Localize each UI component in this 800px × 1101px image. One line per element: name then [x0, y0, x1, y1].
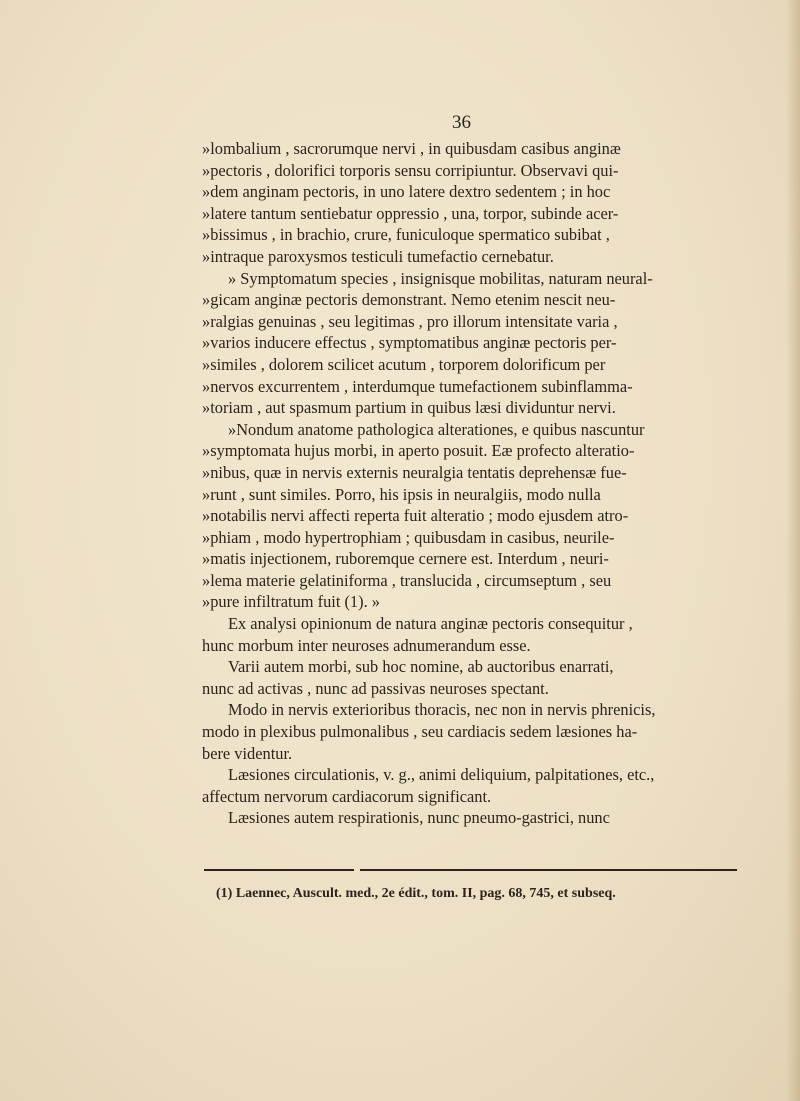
- text-line: Ex analysi opinionum de natura anginæ pectoris consequitur ,: [228, 614, 633, 634]
- text-line: »symptomata hujus morbi, in aperto posuit. Eæ profecto alteratio-: [202, 441, 635, 461]
- text-line: nunc ad activas , nunc ad passivas neuroses spectant.: [202, 678, 549, 698]
- text-line: »varios inducere effectus , symptomatibus anginæ pectoris per-: [202, 333, 617, 353]
- text-line: »matis injectionem, ruboremque cernere est. Interdum , neuri-: [202, 549, 609, 569]
- text-line: »dem anginam pectoris, in uno latere dextro sedentem ; in hoc: [202, 182, 611, 202]
- text-line: Varii autem morbi, sub hoc nomine, ab auctoribus enarrati,: [228, 657, 614, 677]
- text-line: »Nondum anatome pathologica alterationes, e quibus nascuntur: [228, 419, 645, 439]
- text-line: »toriam , aut spasmum partium in quibus læsi dividuntur nervi.: [202, 398, 616, 418]
- text-line: »nibus, quæ in nervis externis neuralgia tentatis deprehensæ fue-: [202, 462, 627, 482]
- text-line: »phiam , modo hypertrophiam ; quibusdam in casibus, neurile-: [202, 527, 615, 547]
- page-number: 36: [452, 112, 471, 133]
- text-line: »nervos excurrentem , interdumque tumefactionem subinflamma-: [202, 376, 633, 396]
- text-line: Læsiones autem respirationis, nunc pneumo-gastrici, nunc: [228, 808, 610, 828]
- text-line: »latere tantum sentiebatur oppressio , una, torpor, subinde acer-: [202, 203, 619, 223]
- text-line: Modo in nervis exterioribus thoracis, nec non in nervis phrenicis,: [228, 700, 656, 720]
- text-line: »gicam anginæ pectoris demonstrant. Nemo etenim nescit neu-: [202, 290, 616, 310]
- text-line: »bissimus , in brachio, crure, funiculoque spermatico subibat ,: [202, 225, 610, 245]
- text-line: bere videntur.: [202, 743, 293, 763]
- text-line: »notabilis nervi affecti reperta fuit alteratio ; modo ejusdem atro-: [202, 506, 629, 526]
- page-edge-shadow: [786, 0, 800, 1101]
- text-line: »similes , dolorem scilicet acutum , torporem dolorificum per: [202, 354, 606, 374]
- text-line: hunc morbum inter neuroses adnumerandum esse.: [202, 635, 531, 655]
- text-line: »lema materie gelatiniforma , translucida , circumseptum , seu: [202, 570, 612, 590]
- text-line: »lombalium , sacrorumque nervi , in quibusdam casibus anginæ: [202, 139, 621, 158]
- main-text-block: [202, 138, 740, 829]
- footnote: (1) Laennec, Auscult. med., 2e édit., tom. II, pag. 68, 745, et subseq.: [216, 886, 616, 901]
- text-line: affectum nervorum cardiacorum significant.: [202, 786, 492, 806]
- separator-rule-left: [204, 869, 354, 871]
- text-line: » Symptomatum species , insignisque mobilitas, naturam neural-: [228, 268, 653, 288]
- text-line: »ralgias genuinas , seu legitimas , pro illorum intensitate varia ,: [202, 311, 618, 331]
- text-line: modo in plexibus pulmonalibus , seu cardiacis sedem læsiones ha-: [202, 722, 638, 742]
- footnote-separator: [204, 869, 737, 873]
- text-line: Læsiones circulationis, v. g., animi deliquium, palpitationes, etc.,: [228, 765, 655, 785]
- text-line: »intraque paroxysmos testiculi tumefactio cernebatur.: [202, 246, 554, 266]
- separator-rule-right: [360, 869, 737, 871]
- text-line: »pure infiltratum fuit (1). »: [202, 592, 380, 612]
- text-line: »pectoris , dolorifici torporis sensu corripiuntur. Observavi qui-: [202, 160, 619, 180]
- text-line: »runt , sunt similes. Porro, his ipsis in neuralgiis, modo nulla: [202, 484, 601, 504]
